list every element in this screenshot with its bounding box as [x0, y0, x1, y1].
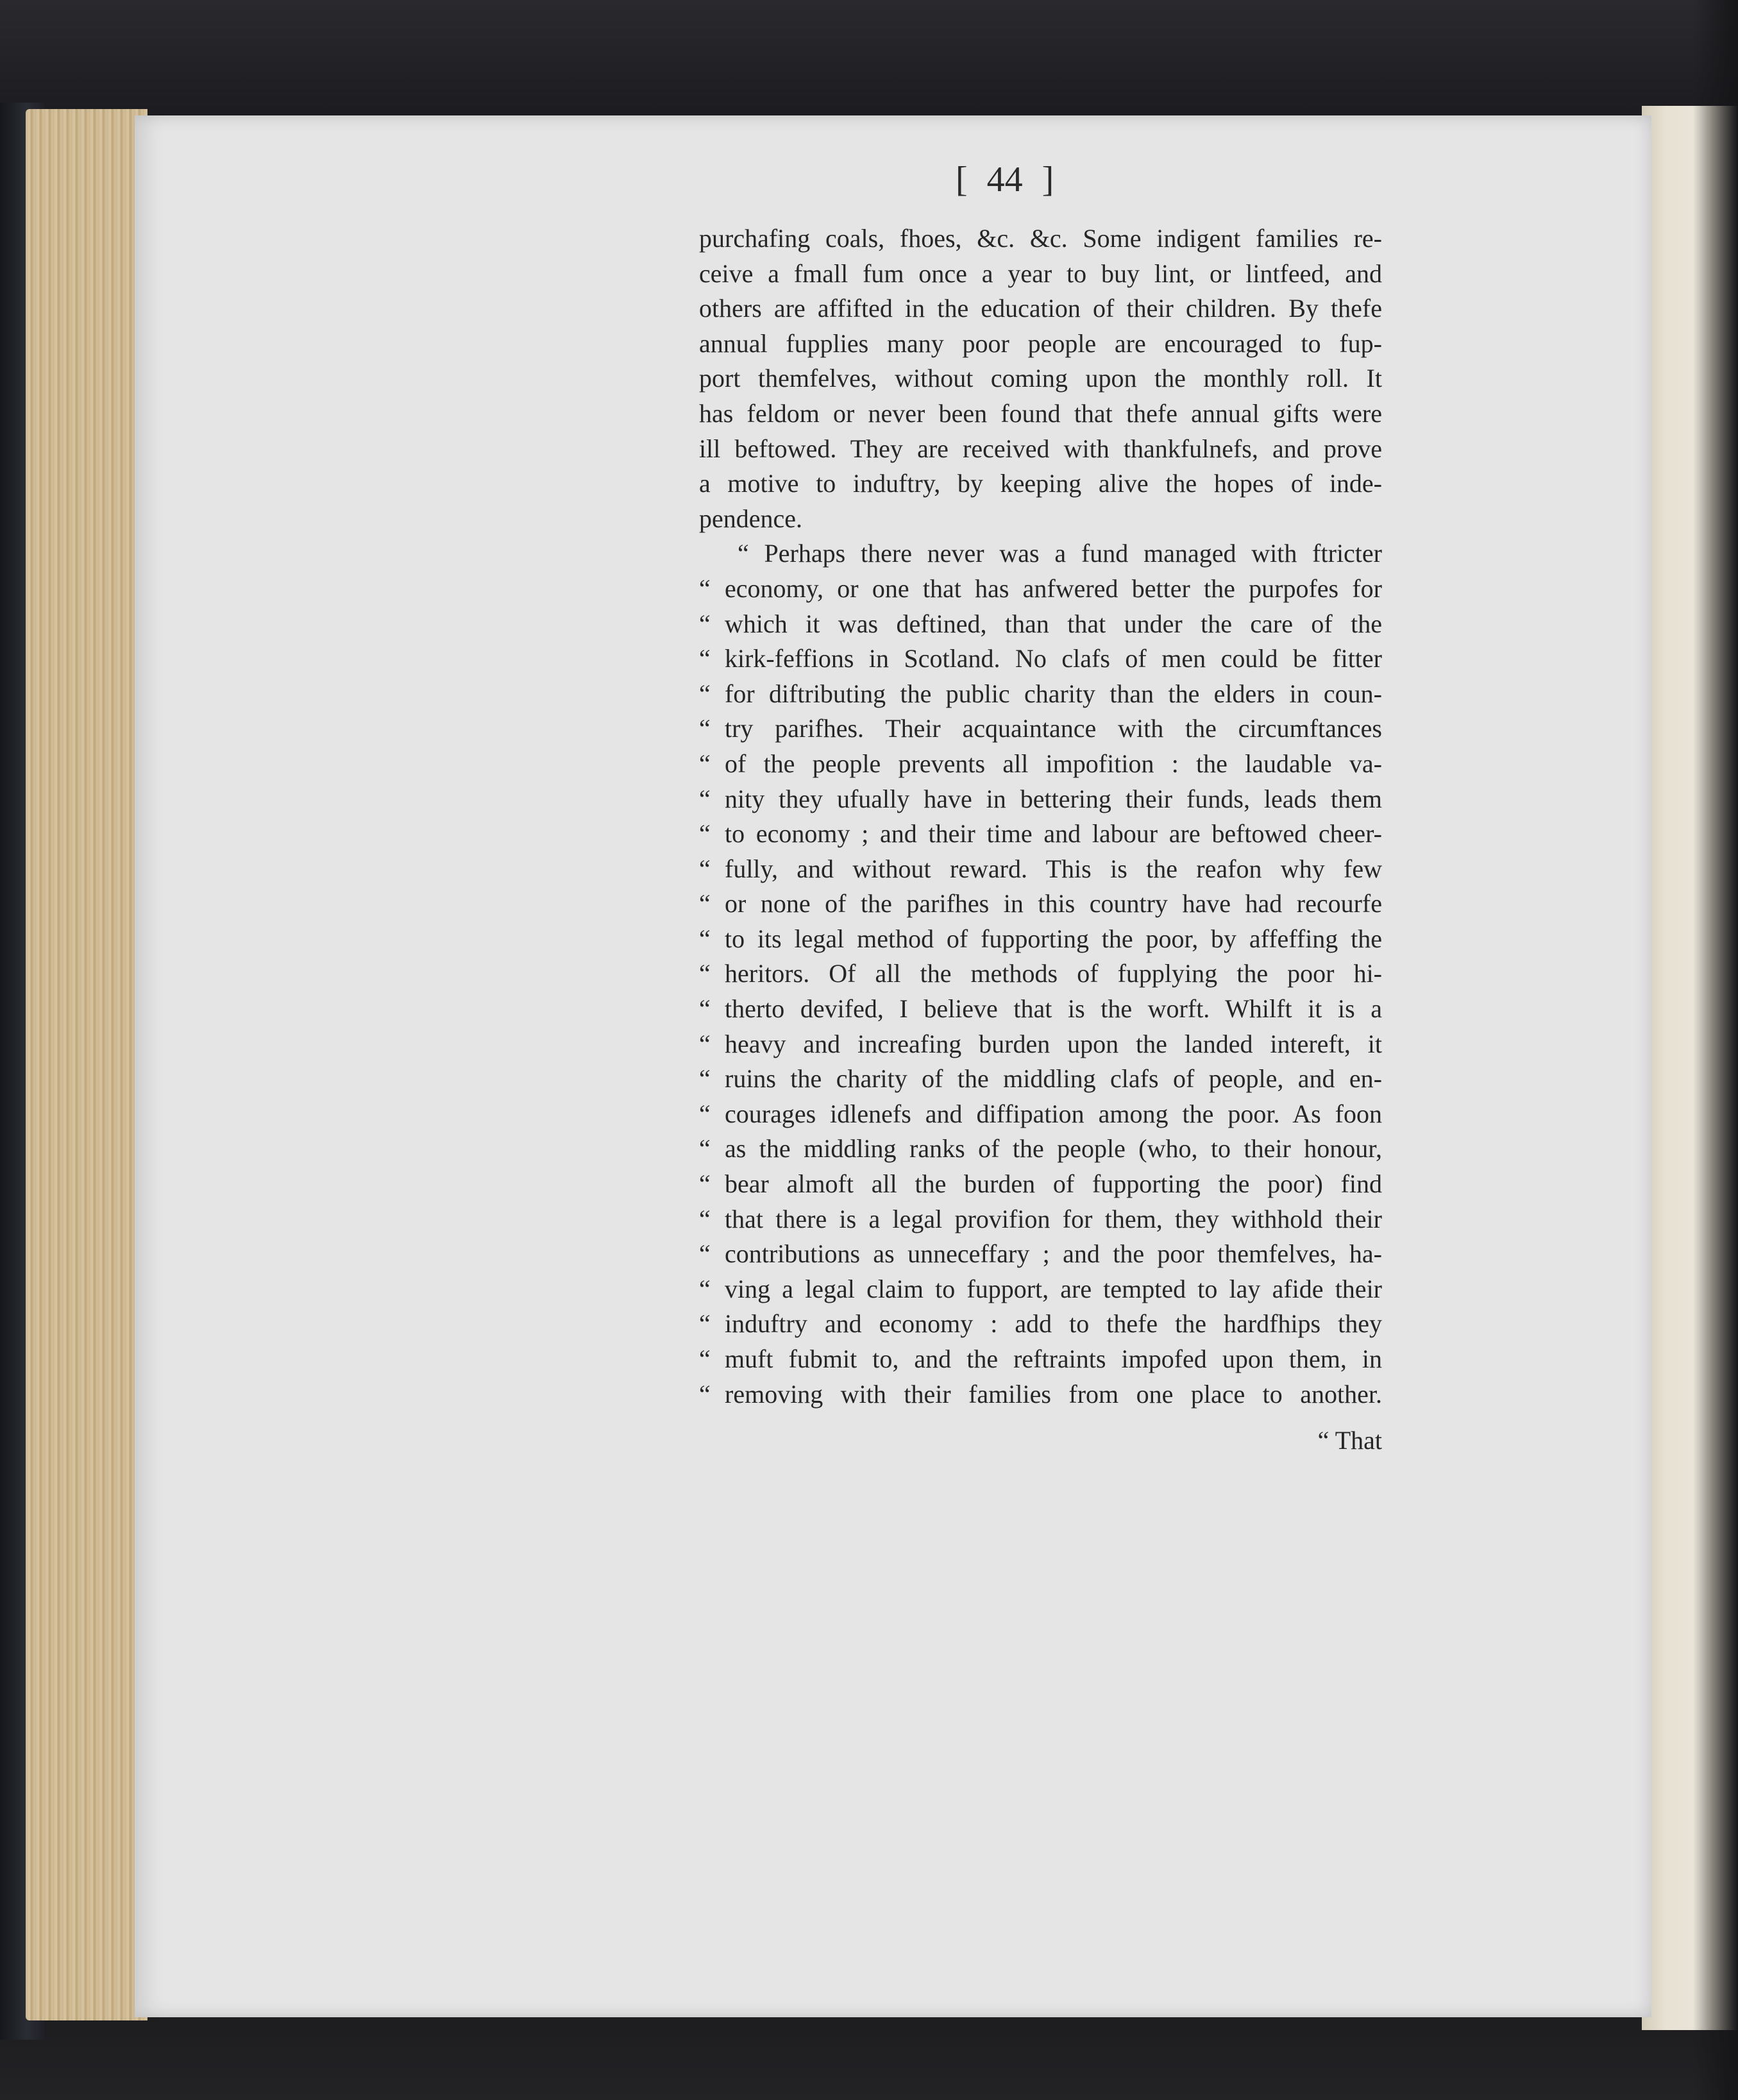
text-line: “ Perhaps there never was a fund managed with ftricter — [738, 539, 1382, 568]
quote-mark: “ — [699, 679, 711, 708]
line-text: economy, or one that has anfwered better the purpofes for — [725, 573, 1382, 603]
quote-mark: “ — [699, 1169, 711, 1199]
text-line — [699, 1167, 1382, 1202]
quote-mark: “ — [699, 819, 711, 849]
text-line — [699, 992, 1382, 1027]
text-line — [699, 1272, 1382, 1307]
text-line: pendence. — [699, 504, 803, 533]
text-line — [699, 711, 1382, 747]
line-text: therto devifed, I believe that is the worft. Whilft it is a — [725, 994, 1382, 1024]
quote-mark: “ — [699, 1379, 711, 1409]
quote-mark: “ — [699, 1064, 711, 1094]
line-text: which it was deftined, than that under the care of the — [725, 609, 1382, 638]
text-line — [699, 817, 1382, 852]
text-line — [699, 1377, 1382, 1412]
line-text: bear almoft all the burden of fupporting the poor) find — [725, 1169, 1382, 1199]
line-text: fully, and without reward. This is the reafon why few — [725, 854, 1382, 883]
line-text: ruins the charity of the middling clafs of people, and en- — [725, 1064, 1382, 1094]
quote-mark: “ — [699, 714, 711, 743]
text-line: others are affifted in the education of their children. By thefe — [699, 294, 1382, 323]
page-number: 44 — [986, 160, 1023, 199]
catchword: “ That — [1317, 1426, 1382, 1455]
text-line — [699, 607, 1382, 642]
quote-mark: “ — [699, 994, 711, 1024]
line-text: ving a legal claim to fupport, are tempted to lay afide their — [725, 1274, 1382, 1303]
text-line — [699, 852, 1382, 887]
cover-right — [1693, 0, 1738, 2100]
text-line — [699, 1202, 1382, 1237]
page-edges-left — [26, 109, 148, 2020]
text-line — [699, 1307, 1382, 1342]
quote-mark: “ — [699, 1239, 711, 1269]
text-line — [699, 1237, 1382, 1272]
line-text: kirk-feffions in Scotland. No clafs of men could be fitter — [725, 644, 1382, 673]
page-number-left-bracket: [ — [956, 160, 968, 199]
text-line: port themfelves, without coming upon the monthly roll. It — [699, 364, 1382, 393]
line-text: for diftributing the public charity than the elders in coun- — [725, 679, 1382, 708]
text-line — [699, 677, 1382, 712]
line-text: courages idlenefs and diffipation among the poor. As foon — [725, 1099, 1382, 1128]
text-line — [699, 1131, 1382, 1167]
quote-mark: “ — [699, 924, 711, 953]
line-text: of the people prevents all impofition : the laudable va- — [725, 749, 1382, 778]
text-line: ill beftowed. They are received with thankfulnefs, and prove — [699, 434, 1382, 463]
text-line — [699, 886, 1382, 922]
quote-mark: “ — [699, 644, 711, 673]
text-line: annual fupplies many poor people are encouraged to fup- — [699, 328, 1382, 358]
text-line: ceive a fmall fum once a year to buy lint, or lintfeed, and — [699, 258, 1382, 288]
line-text: induftry and economy : add to thefe the hardfhips they — [725, 1309, 1382, 1339]
quote-mark: “ — [699, 1099, 711, 1128]
quote-mark: “ — [699, 1309, 711, 1339]
text-line: has feldom or never been found that thefe annual gifts were — [699, 398, 1382, 428]
text-line — [699, 1062, 1382, 1097]
text-line — [699, 572, 1382, 607]
line-text: heritors. Of all the methods of fupplying the poor hi- — [725, 959, 1382, 988]
quote-mark: “ — [699, 959, 711, 988]
line-text: to economy ; and their time and labour are beftowed cheer- — [725, 819, 1382, 849]
line-text: try parifhes. Their acquaintance with the circumftances — [725, 714, 1382, 743]
line-text: to its legal method of fupporting the poor, by affeffing the — [725, 924, 1382, 953]
quote-mark: “ — [699, 889, 711, 919]
text-line — [699, 922, 1382, 957]
line-text: nity they ufually have in bettering their funds, leads them — [725, 784, 1382, 813]
text-line — [699, 956, 1382, 992]
line-text: removing with their families from one place to another. — [725, 1379, 1382, 1409]
quote-mark: “ — [699, 854, 711, 883]
quote-mark: “ — [699, 573, 711, 603]
quote-mark: “ — [699, 1029, 711, 1058]
text-line: a motive to induftry, by keeping alive the hopes of inde- — [699, 469, 1382, 498]
text-line — [699, 1027, 1382, 1062]
line-text: muft fubmit to, and the reftraints impofed upon them, in — [725, 1344, 1382, 1373]
body-text — [699, 221, 1382, 1412]
line-text: heavy and increafing burden upon the landed intereft, it — [725, 1029, 1382, 1058]
text-line — [699, 1097, 1382, 1132]
text-line — [699, 782, 1382, 817]
text-line — [699, 1342, 1382, 1377]
line-text: contributions as unneceffary ; and the poor themfelves, ha- — [725, 1239, 1382, 1269]
line-text: or none of the parifhes in this country have had recourfe — [725, 889, 1382, 919]
line-text: as the middling ranks of the people (who, to their honour, — [725, 1134, 1382, 1164]
quote-mark: “ — [699, 1344, 711, 1373]
line-text: that there is a legal provifion for them, they withhold their — [725, 1204, 1382, 1233]
text-line: purchafing coals, fhoes, &c. &c. Some indigent families re- — [699, 224, 1382, 253]
page-number-right-bracket: ] — [1042, 160, 1054, 199]
text-line — [699, 641, 1382, 677]
quote-mark: “ — [699, 1274, 711, 1303]
text-line — [699, 747, 1382, 782]
quote-mark: “ — [699, 609, 711, 638]
page-header — [956, 157, 1148, 202]
quote-mark: “ — [699, 784, 711, 813]
quote-mark: “ — [699, 1134, 711, 1164]
quote-mark: “ — [699, 749, 711, 778]
quote-mark: “ — [699, 1204, 711, 1233]
